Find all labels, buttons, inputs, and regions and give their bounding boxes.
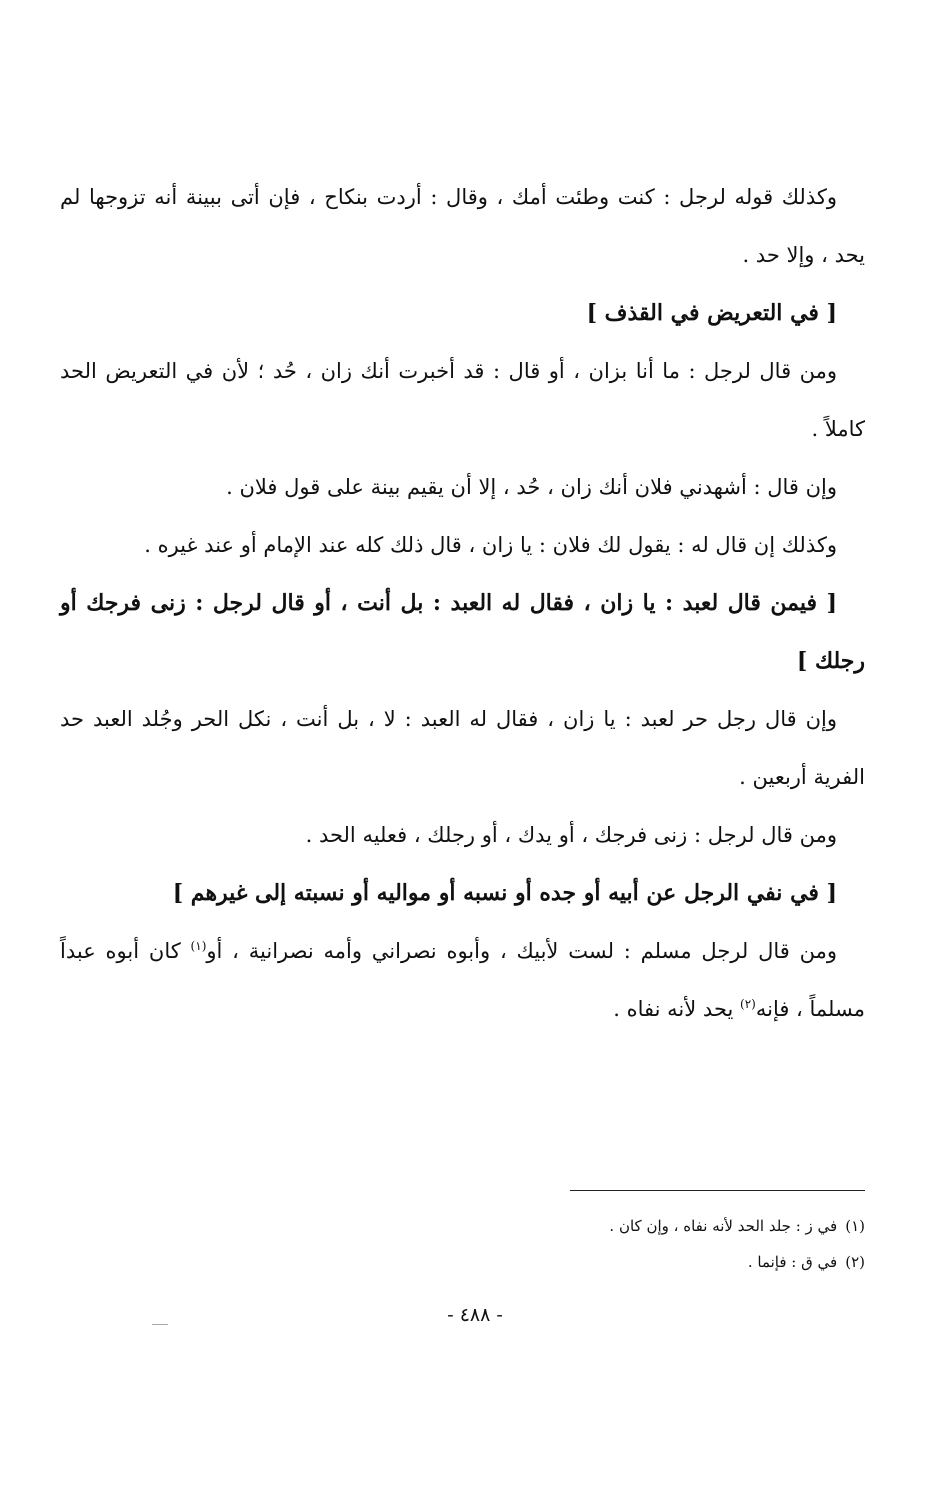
paragraph-with-footnote-refs <box>60 922 865 1038</box>
paragraph: ومن قال لرجل : زنى فرجك ، أو يدك ، أو رجلك ، فعليه الحد . <box>305 823 837 847</box>
footnote-separator <box>570 1190 865 1191</box>
section-heading: [ في نفي الرجل عن أبيه أو جده أو نسبه أو مواليه أو نسبته إلى غيرهم ] <box>172 880 837 906</box>
section-heading: [ فيمن قال لعبد : يا زان ، فقال له العبد : بل أنت ، أو قال لرجل : زنى فرجك أو رجلك ] <box>60 590 865 674</box>
footnote-text: في ق : فإنما . <box>747 1253 838 1271</box>
paragraph: ومن قال لرجل : ما أنا بزان ، أو قال : قد أخبرت أنك زان ، حُد ؛ لأن في التعريض الحد كاملاً . <box>60 359 865 441</box>
section-heading: [ في التعريض في القذف ] <box>586 300 837 326</box>
page-number: - ٤٨٨ - <box>447 1304 503 1326</box>
paragraph: وكذلك إن قال له : يقول لك فلان : يا زان ، قال ذلك كله عند الإمام أو عند غيره . <box>144 533 837 557</box>
text-segment: ومن قال لرجل مسلم : لست لأبيك ، وأبوه نصراني وأمه نصرانية ، أو <box>206 939 837 963</box>
text-segment: كان أبوه عبداً مسلماً ، فإنه <box>60 939 865 1021</box>
body-text <box>60 168 865 1038</box>
footnote <box>60 1208 865 1244</box>
paragraph: وإن قال : أشهدني فلان أنك زان ، حُد ، إلا أن يقيم بينة على قول فلان . <box>226 475 837 499</box>
text-segment: يحد لأنه نفاه . <box>613 997 741 1021</box>
footnote-text: في ز : جلد الحد لأنه نفاه ، وإن كان . <box>609 1217 838 1235</box>
scan-mark <box>152 1324 168 1325</box>
footnote-number: (٢) <box>845 1253 865 1271</box>
book-page <box>60 0 865 1497</box>
footnote-ref[interactable]: (١) <box>190 939 207 953</box>
paragraph: وكذلك قوله لرجل : كنت وطئت أمك ، وقال : أردت بنكاح ، فإن أتى ببينة أنه تزوجها لم يحد ، وإلا حد . <box>60 185 865 267</box>
footnote <box>60 1244 865 1280</box>
footnote-number: (١) <box>845 1217 865 1235</box>
footnote-ref[interactable]: (٢) <box>740 997 756 1011</box>
paragraph: وإن قال رجل حر لعبد : يا زان ، فقال له العبد : لا ، بل أنت ، نكل الحر وجُلد العبد حد الفرية أربعين . <box>60 707 865 789</box>
footnotes <box>60 1208 865 1280</box>
